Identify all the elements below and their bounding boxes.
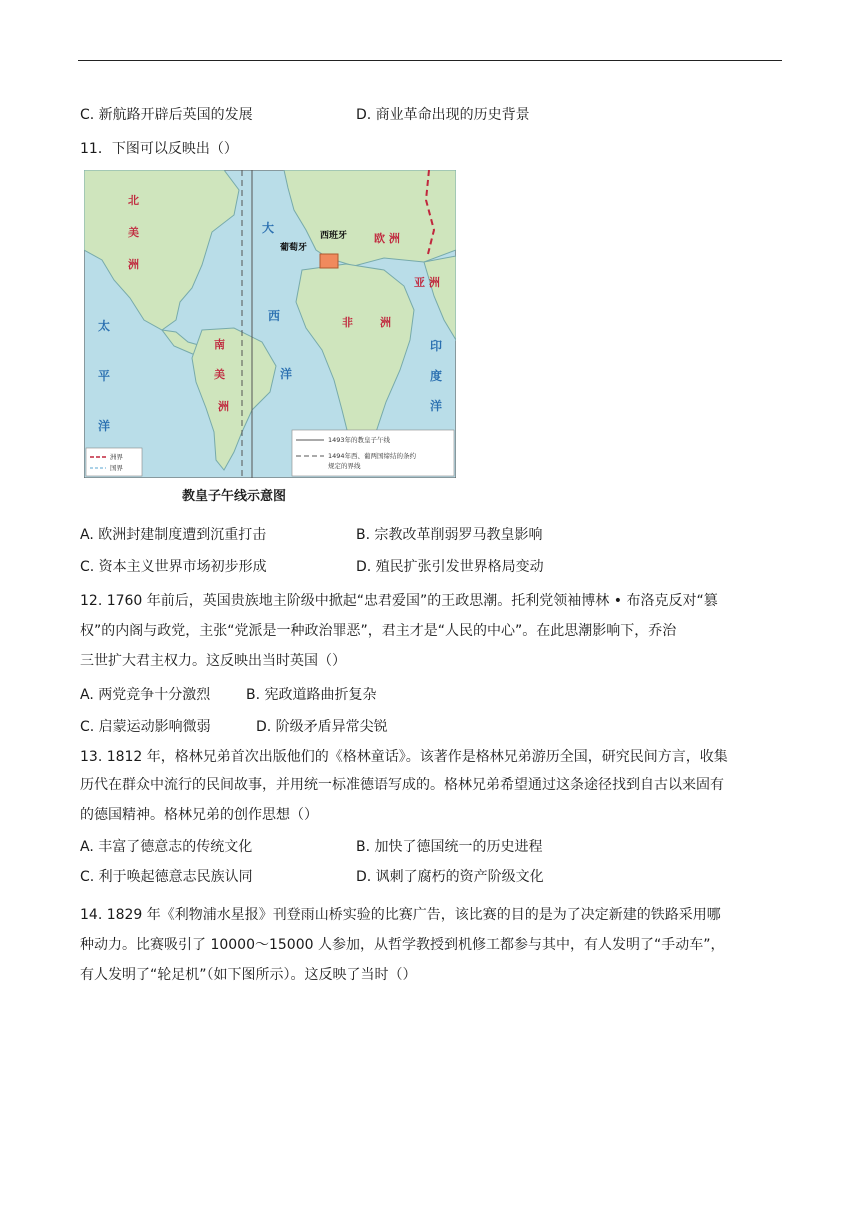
q14-stem-line-3: 有人发明了“轮足机”（如下图所示）。这反映了当时（） xyxy=(80,967,417,983)
map-label-africa-2: 洲 xyxy=(380,316,391,329)
map-label-atlantic-2: 西 xyxy=(268,309,281,323)
q11-stem: 11．下图可以反映出（） xyxy=(80,141,238,157)
map-label-atlantic-1: 大 xyxy=(262,221,275,235)
q12-option-d: D. 阶级矛盾异常尖锐 xyxy=(256,719,388,735)
map-label-north-america-2: 美 xyxy=(128,226,139,239)
map-label-atlantic-3: 洋 xyxy=(280,367,293,381)
q11-option-c: C. 资本主义世界市场初步形成 xyxy=(80,559,267,575)
q13-stem-line-3: 的德国精神。格林兄弟的创作思想（） xyxy=(80,807,318,823)
q13-option-a: A. 丰富了德意志的传统文化 xyxy=(80,839,253,855)
iberia-highlight xyxy=(320,254,338,268)
map-caption: 教皇子午线示意图 xyxy=(181,489,286,504)
q14-stem-line-2: 种动力。比赛吸引了 10000～15000 人参加，从哲学教授到机修工都参与其中，有人发明了“手动车”， xyxy=(80,937,725,953)
q11-option-a: A. 欧洲封建制度遭到沉重打击 xyxy=(80,527,267,543)
q12-option-c: C. 启蒙运动影响微弱 xyxy=(80,719,211,735)
q12-stem-line-2: 权”的内阁与政党，主张“党派是一种政治罪恶”，君主才是“人民的中心”。在此思潮影响下，乔治 xyxy=(80,623,677,639)
header-rule xyxy=(78,60,782,61)
map-label-south-america-2: 美 xyxy=(214,368,225,381)
map-label-indian-3: 洋 xyxy=(430,399,443,413)
q12-option-b: B. 宪政道路曲折复杂 xyxy=(246,687,377,703)
q13-option-c: C. 利于唤起德意志民族认同 xyxy=(80,869,253,885)
map-label-south-america-3: 洲 xyxy=(218,400,229,413)
map-label-spain: 西班牙 xyxy=(320,231,348,241)
q11-option-d: D. 殖民扩张引发世界格局变动 xyxy=(356,559,544,575)
map-label-africa-1: 非 xyxy=(342,316,353,329)
map-label-pacific-2: 平 xyxy=(98,369,111,383)
q12-option-a: A. 两党竞争十分激烈 xyxy=(80,687,211,703)
q10-option-d: D. 商业革命出现的历史背景 xyxy=(356,107,530,123)
map-label-north-america-3: 洲 xyxy=(128,258,139,271)
map-label-europe: 欧 洲 xyxy=(374,232,400,245)
map-label-asia: 亚 洲 xyxy=(414,276,440,289)
papal-meridian-map xyxy=(84,170,456,478)
q10-option-c: C. 新航路开辟后英国的发展 xyxy=(80,107,253,123)
map-label-south-america-1: 南 xyxy=(214,338,225,351)
map-label-indian-2: 度 xyxy=(430,369,443,383)
q12-stem-line-1: 12. 1760 年前后，英国贵族地主阶级中掀起“忠君爱国”的王政思潮。托利党领袖博林 • 布洛克反对“篡 xyxy=(80,593,718,609)
map-label-portugal: 葡萄牙 xyxy=(280,243,308,253)
legend-continent-border: 洲界 xyxy=(110,453,123,461)
map-label-pacific-3: 洋 xyxy=(98,419,111,433)
q13-stem-line-2: 历代在群众中流行的民间故事，并用统一标准德语写成的。格林兄弟希望通过这条途径找到自古以来固有 xyxy=(80,777,724,793)
legend-1494-line-1: 1494年西、葡两国缔结的条约 xyxy=(328,452,417,460)
legend-country-border: 国界 xyxy=(110,464,123,472)
legend-1494-line-2: 规定的界线 xyxy=(328,462,361,470)
q11-option-b: B. 宗教改革削弱罗马教皇影响 xyxy=(356,527,543,543)
map-label-pacific-1: 太 xyxy=(98,319,111,333)
q13-option-b: B. 加快了德国统一的历史进程 xyxy=(356,839,543,855)
q13-stem-line-1: 13. 1812 年，格林兄弟首次出版他们的《格林童话》。该著作是格林兄弟游历全国，研究民间方言，收集 xyxy=(80,749,728,765)
legend-1493-meridian: 1493年的教皇子午线 xyxy=(328,436,391,444)
q12-stem-line-3: 三世扩大君主权力。这反映出当时英国（） xyxy=(80,653,346,669)
q14-stem-line-1: 14. 1829 年《利物浦水星报》刊登雨山桥实验的比赛广告，该比赛的目的是为了决定新建的铁路采用哪 xyxy=(80,907,721,923)
map-label-north-america-1: 北 xyxy=(128,194,139,207)
map-label-indian-1: 印 xyxy=(430,339,443,353)
q13-option-d: D. 讽刺了腐朽的资产阶级文化 xyxy=(356,869,544,885)
